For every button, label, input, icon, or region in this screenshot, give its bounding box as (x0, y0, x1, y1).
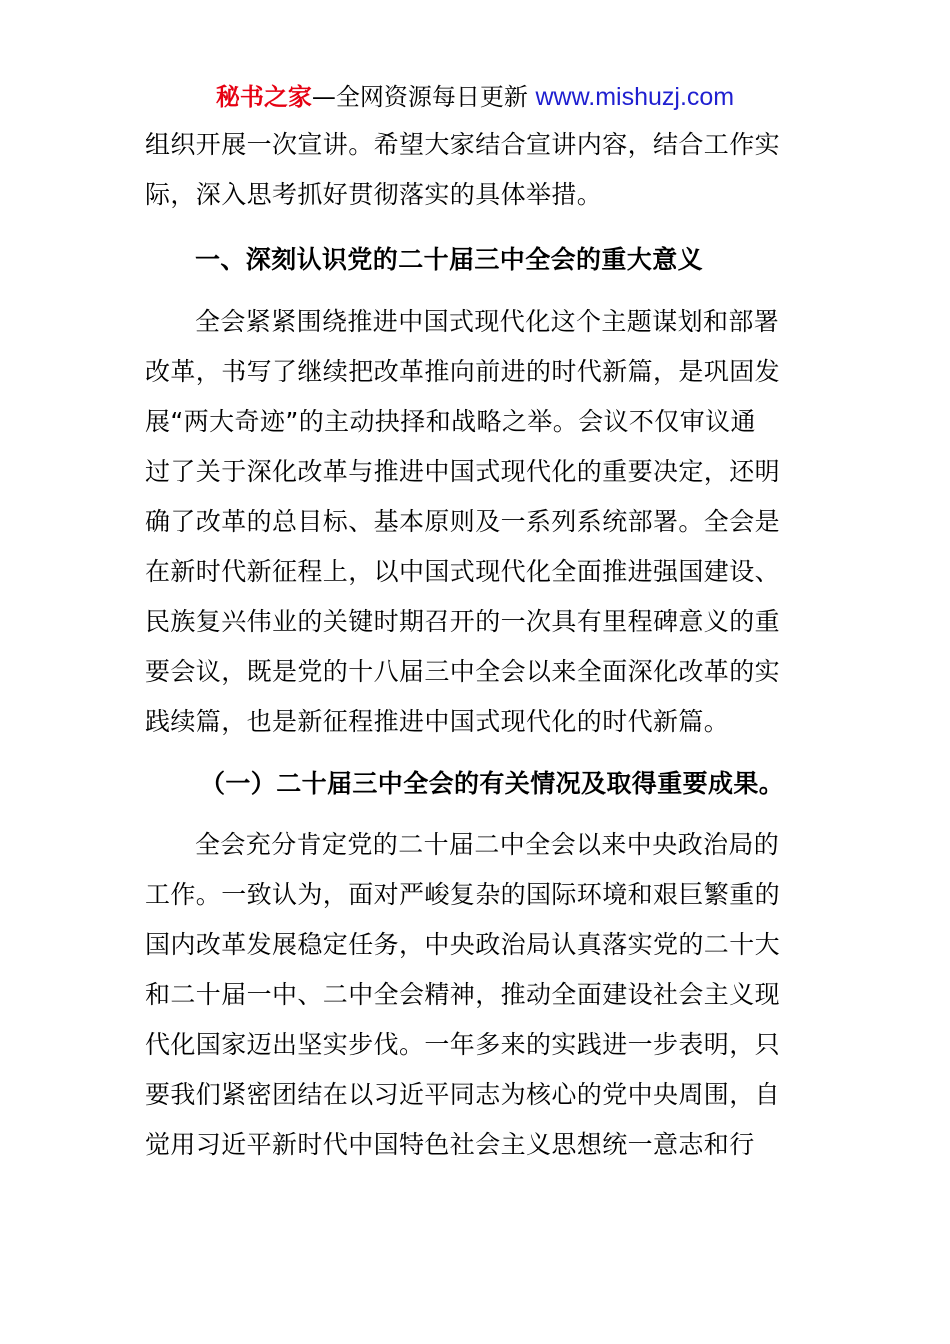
paragraph-line: 民族复兴伟业的关键时期召开的一次具有里程碑意义的重 (145, 607, 781, 636)
paragraph-line: 际，深入思考抓好贯彻落实的具体举措。 (145, 180, 603, 209)
paragraph-line: 全会紧紧围绕推进中国式现代化这个主题谋划和部署 (195, 307, 780, 336)
paragraph-line: 全会充分肯定党的二十届二中全会以来中央政治局的 (195, 830, 780, 859)
section-heading: 一、深刻认识党的二十届三中全会的重大意义 (195, 245, 704, 274)
paragraph-line: 改革，书写了继续把改革推向前进的时代新篇，是巩固发 (145, 357, 781, 386)
subsection-heading: （一）二十届三中全会的有关情况及取得重要成果。 (200, 769, 785, 798)
site-url-link[interactable]: www.mishuzj.com (535, 83, 735, 111)
paragraph-line: 觉用习近平新时代中国特色社会主义思想统一意志和行 (145, 1130, 755, 1159)
paragraph-line: 组织开展一次宣讲。希望大家结合宣讲内容，结合工作实 (145, 130, 781, 159)
paragraph-line: 确了改革的总目标、基本原则及一系列系统部署。全会是 (145, 507, 781, 536)
paragraph-line: 过了关于深化改革与推进中国式现代化的重要决定，还明 (145, 457, 781, 486)
paragraph-line: 和二十届一中、二中全会精神，推动全面建设社会主义现 (145, 980, 781, 1009)
paragraph-line: 国内改革发展稳定任务，中央政治局认真落实党的二十大 (145, 930, 781, 959)
paragraph-line: 要我们紧密团结在以习近平同志为核心的党中央周围，自 (145, 1080, 781, 1109)
paragraph-line: 在新时代新征程上，以中国式现代化全面推进强国建设、 (145, 557, 781, 586)
paragraph-line: 要会议，既是党的十八届三中全会以来全面深化改革的实 (145, 657, 781, 686)
paragraph-line: 践续篇，也是新征程推进中国式现代化的时代新篇。 (145, 707, 730, 736)
paragraph-line: 工作。一致认为，面对严峻复杂的国际环境和艰巨繁重的 (145, 880, 781, 909)
brand-name: 秘书之家 (215, 83, 312, 111)
page-header (0, 80, 950, 114)
paragraph-line: 代化国家迈出坚实步伐。一年多来的实践进一步表明，只 (145, 1030, 781, 1059)
header-tagline: —全网资源每日更新 (311, 83, 536, 111)
paragraph-line: 展“两大奇迹”的主动抉择和战略之举。会议不仅审议通 (145, 407, 756, 436)
